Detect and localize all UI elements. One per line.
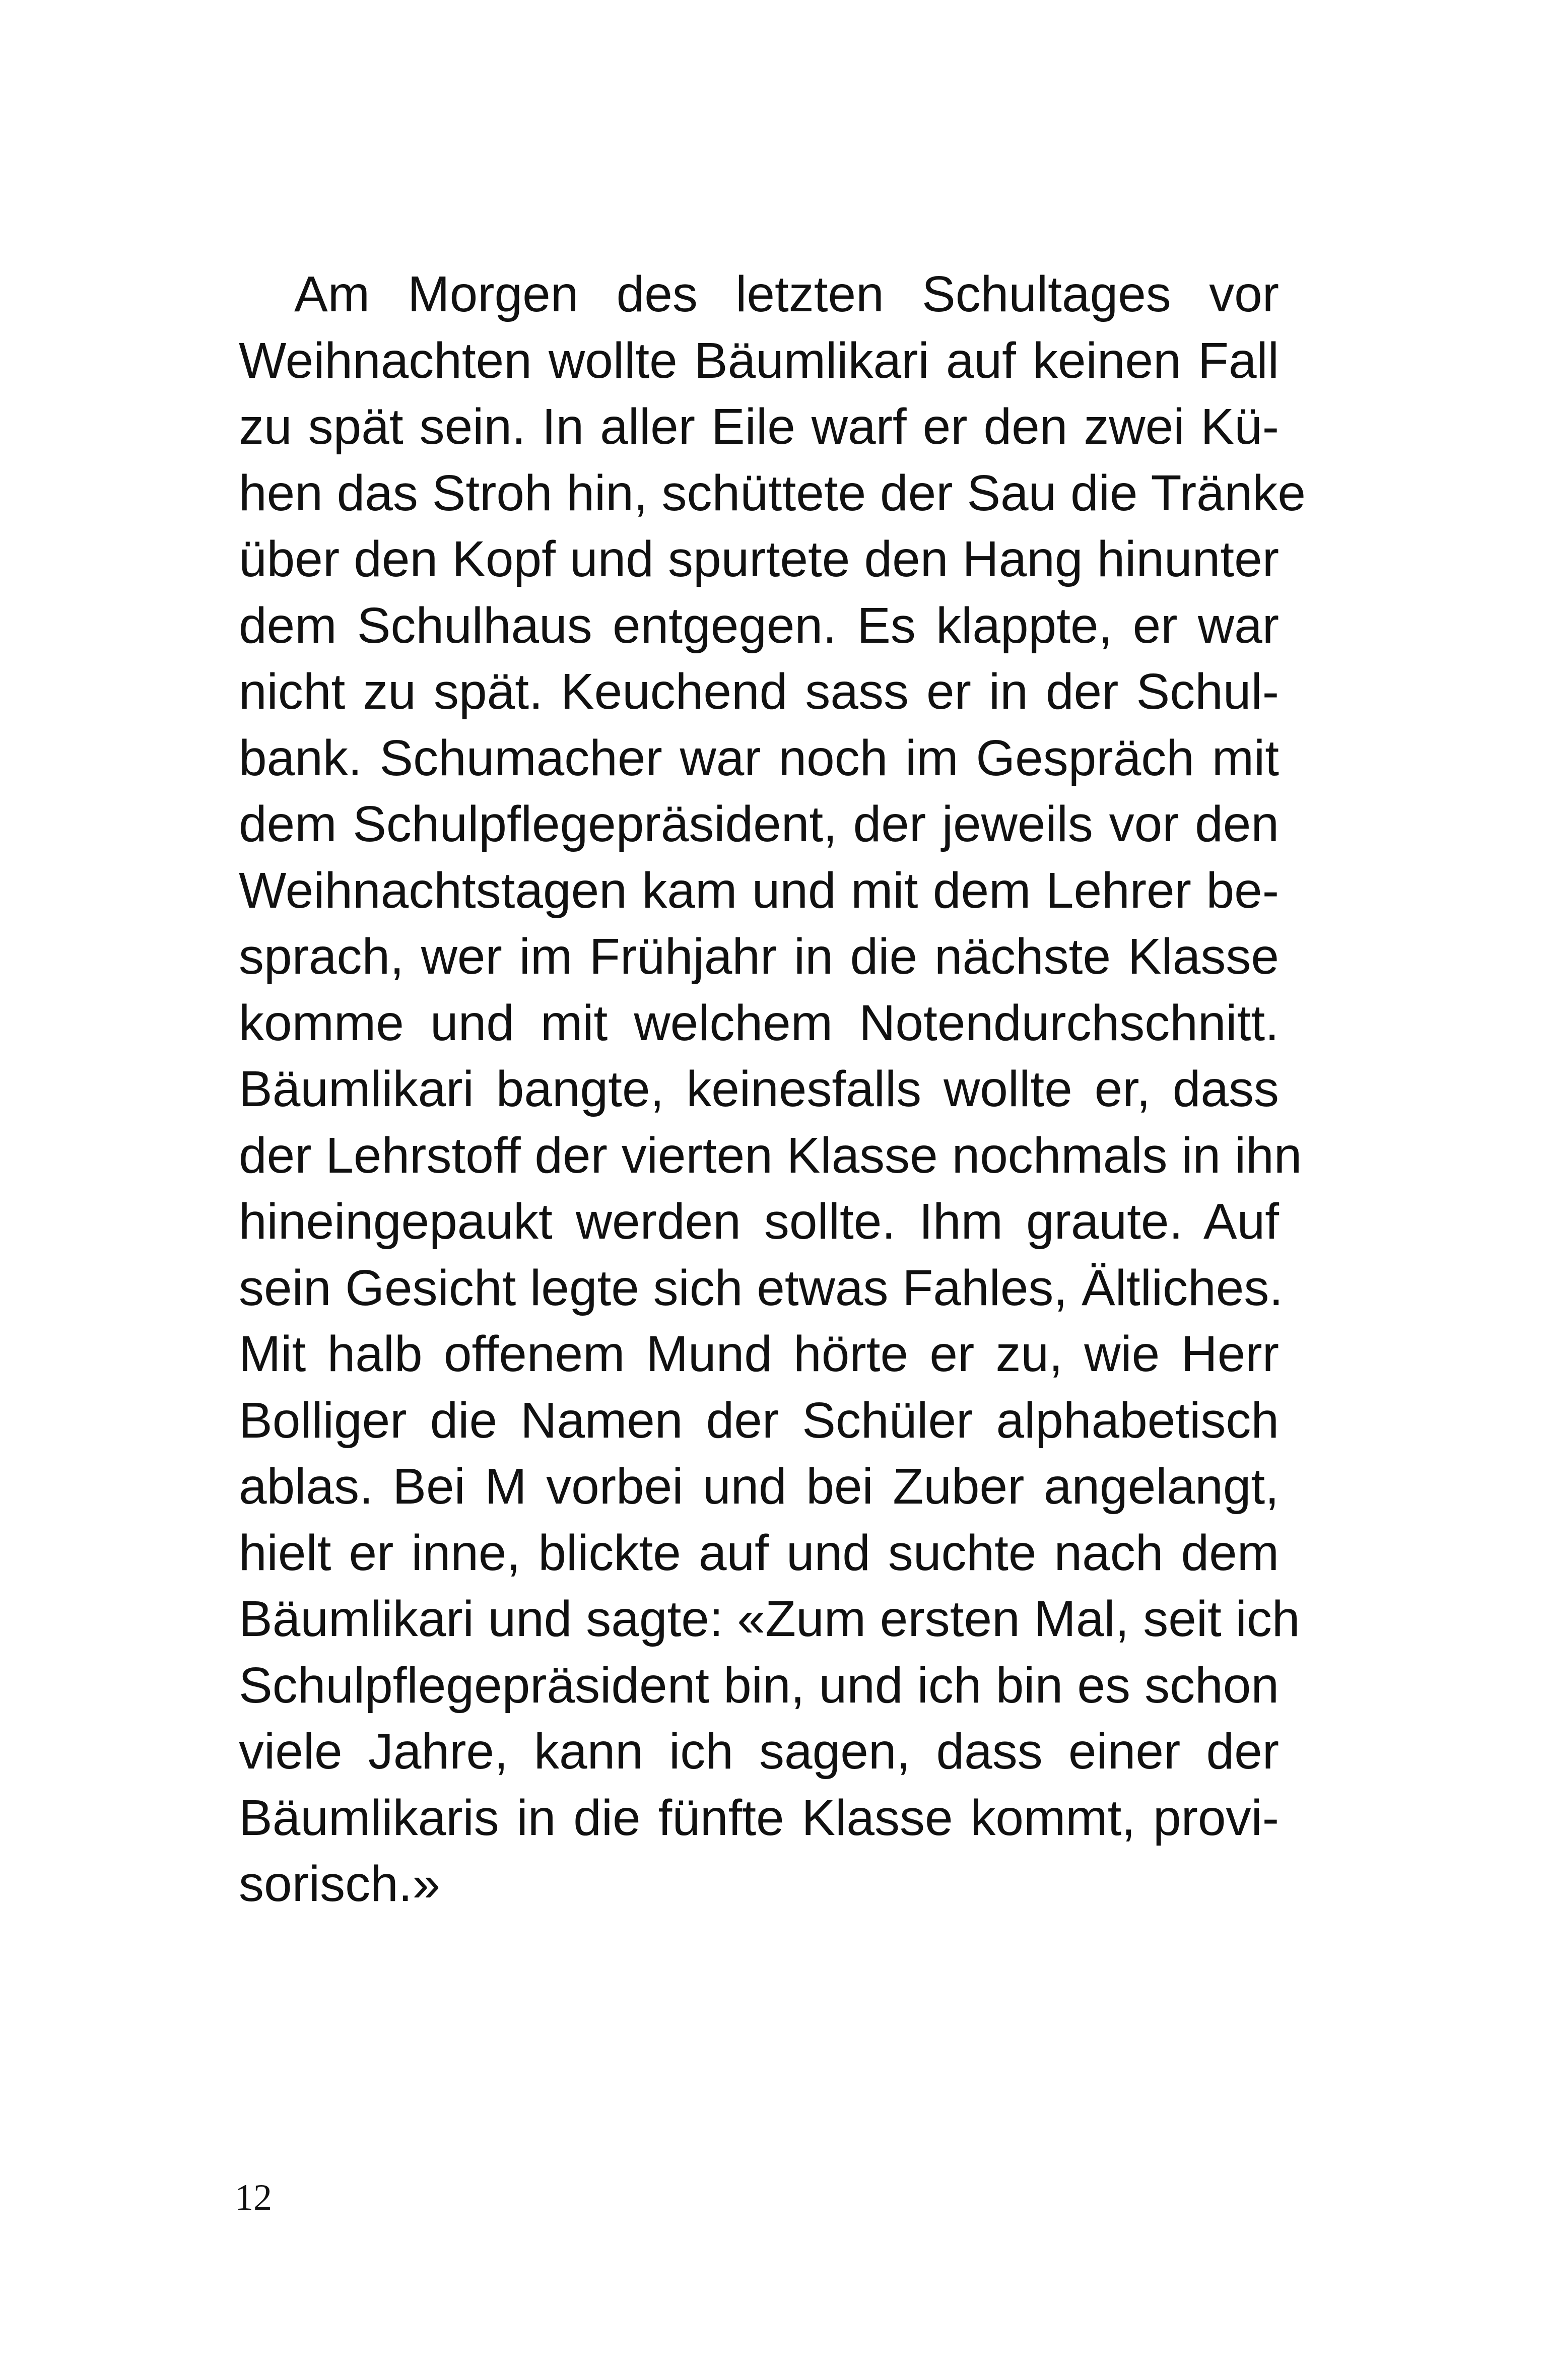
text-line: Am Morgen des letzten Schultages vor [294, 266, 1279, 322]
body-text [239, 261, 1306, 1918]
text-line: sein Gesicht legte sich etwas Fahles, Ältliches. [239, 1259, 1284, 1316]
text-line: hen das Stroh hin, schüttete der Sau die Tränke [239, 464, 1306, 521]
text-line: Schulpflegepräsident bin, und ich bin es schon [239, 1657, 1279, 1714]
text-line: viele Jahre, kann ich sagen, dass einer der [239, 1723, 1279, 1780]
text-line: dem Schulpflegepräsident, der jeweils vor den [239, 796, 1279, 852]
text-line: bank. Schumacher war noch im Gespräch mit [239, 729, 1279, 786]
text-line: komme und mit welchem Notendurchschnitt. [239, 994, 1279, 1051]
text-line: hineingepaukt werden sollte. Ihm graute. Auf [239, 1193, 1279, 1250]
text-line: hielt er inne, blickte auf und suchte nach dem [239, 1524, 1279, 1581]
text-line: Bäumlikari und sagte: «Zum ersten Mal, seit ich [239, 1591, 1300, 1647]
text-line: Weihnachten wollte Bäumlikari auf keinen Fall [239, 332, 1279, 389]
text-line: Bolliger die Namen der Schüler alphabetisch [239, 1392, 1279, 1449]
text-line: sorisch.» [239, 1856, 441, 1912]
text-line: Weihnachtstagen kam und mit dem Lehrer be- [239, 862, 1279, 919]
text-line: ablas. Bei M vorbei und bei Zuber angelangt, [239, 1458, 1279, 1515]
text-line: der Lehrstoff der vierten Klasse nochmals in ihn [239, 1127, 1302, 1184]
text-line: zu spät sein. In aller Eile warf er den zwei Kü- [239, 398, 1279, 455]
text-line: Mit halb offenem Mund hörte er zu, wie Herr [239, 1326, 1279, 1382]
text-line: dem Schulhaus entgegen. Es klappte, er war [239, 597, 1279, 654]
text-line: Bäumlikari bangte, keinesfalls wollte er, dass [239, 1061, 1279, 1117]
text-line: sprach, wer im Frühjahr in die nächste Klasse [239, 928, 1279, 985]
text-line: über den Kopf und spurtete den Hang hinunter [239, 531, 1279, 587]
text-line: Bäumlikaris in die fünfte Klasse kommt, provi- [239, 1789, 1279, 1846]
page-number: 12 [235, 2177, 272, 2218]
text-line: nicht zu spät. Keuchend sass er in der Schul- [239, 663, 1279, 720]
